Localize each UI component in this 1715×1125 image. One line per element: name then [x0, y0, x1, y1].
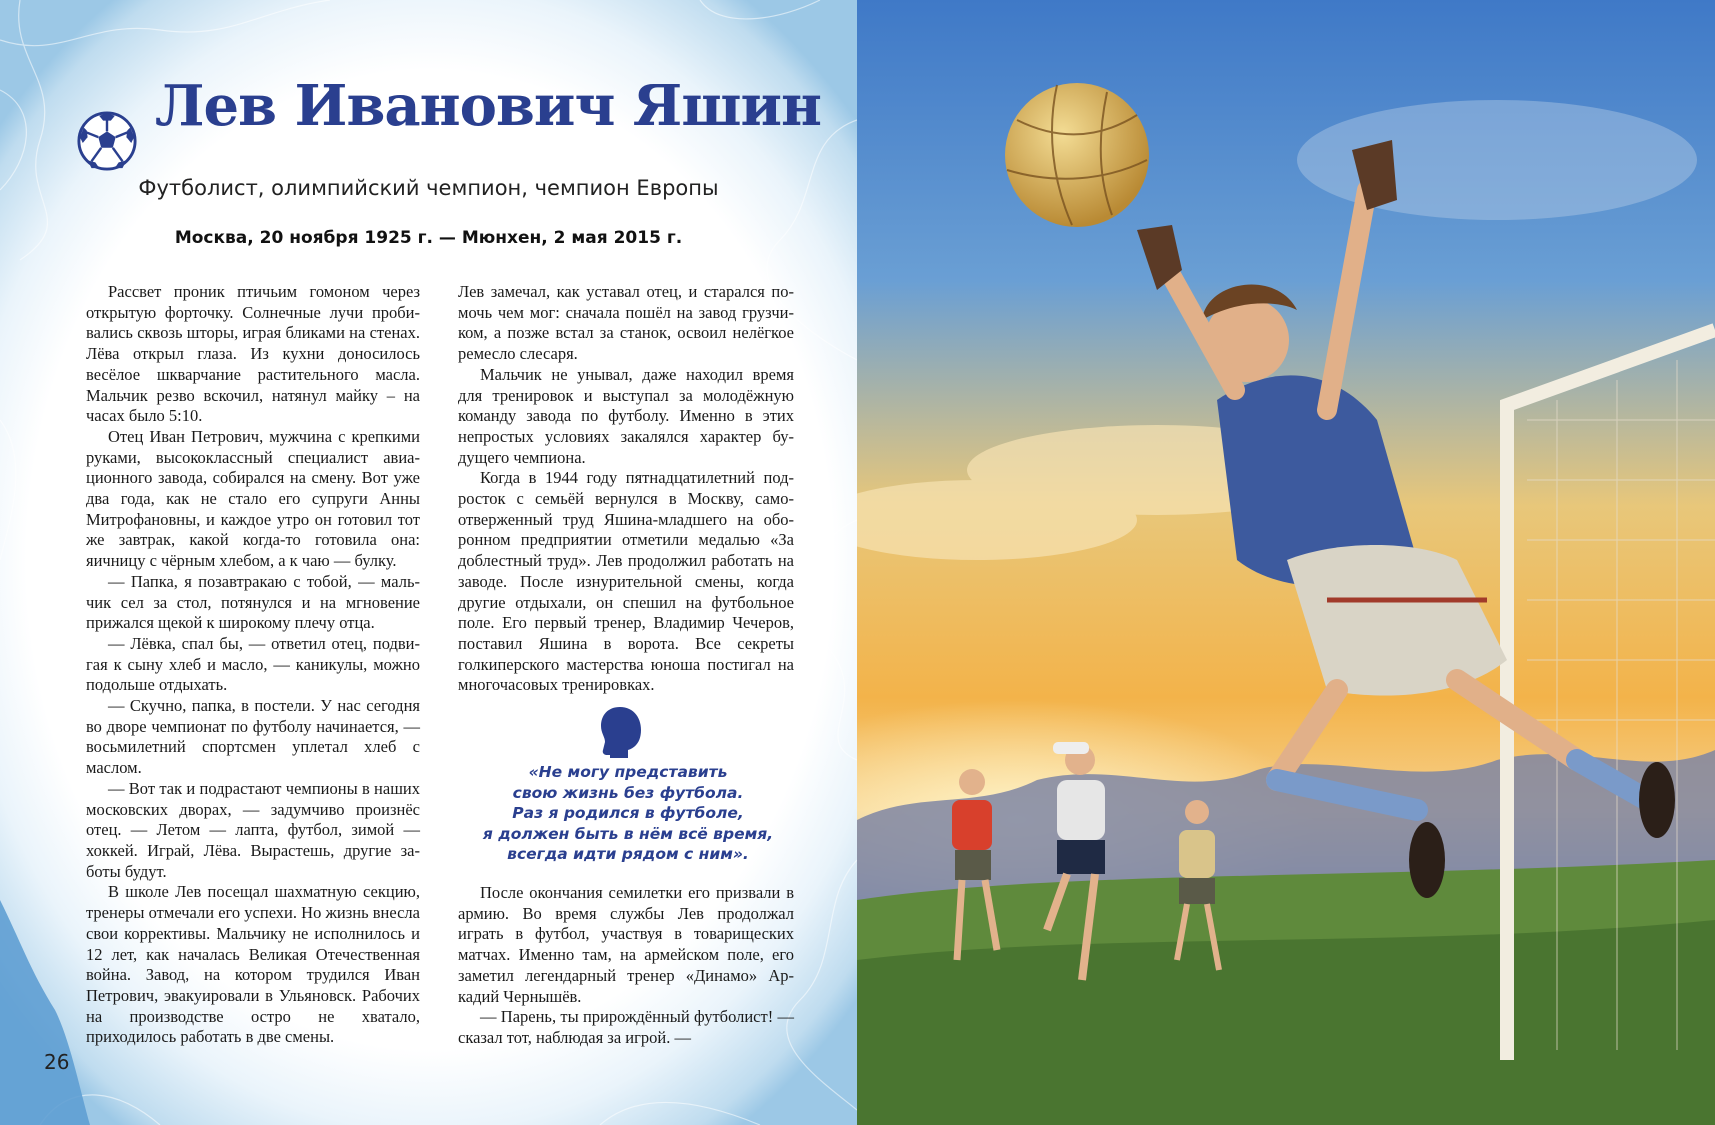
paragraph: — Лёвка, спал бы, — ответил отец, подвигая к сыну хлеб и масло, — каникулы, можно подольше отдыхать. [86, 633, 420, 695]
right-text-column-top [458, 282, 794, 696]
left-text-column [86, 282, 420, 1048]
quote-line: Раз я родился в футболе, [512, 804, 744, 822]
paragraph: Когда в 1944 году пятнадцатилетний подросток с семьёй вернулся в Москву, самоотверженный труд Яшина-младшего на оборонном предприятии отметили медалью «За доблестный труд». Лев продолжил работать на заводе. После изнурительной смены, когда другие отдыхали, он спешил на футбольное поле. Его первый тренер, Владимир Чечеров, поставил Яшина в ворота. Все секреты голкиперского мастерства юноша постигал на многочасовых тренировках. [458, 468, 794, 695]
paragraph: Рассвет проник птичьим гомоном через открытую форточку. Солнечные лучи пробивались сквозь шторы, играя бликами на стенах. Лёва открыл глаза. Из кухни доносилось весёлое шкварчание растительного масла. Мальчик резво вскочил, натянул майку – на часах было 5:10. [86, 282, 420, 426]
quote-line: всегда идти рядом с ним». [507, 845, 749, 863]
paragraph: После окончания семилетки его призвали в армию. Во время службы Лев продолжал играть в футбол, участвуя в товарищеских матчах. Именно там, на армейском поле, его заметил легендарный тренер «Динамо» Аркадий Чернышёв. [458, 883, 794, 1006]
left-page [0, 0, 857, 1125]
quote-line: свою жизнь без футбола. [512, 783, 744, 802]
corner-decoration [0, 900, 90, 1125]
quote-line: я должен быть в нём всё время, [482, 824, 774, 843]
paragraph: В школе Лев посещал шахматную секцию, тренеры отмечали его успехи. Но жизнь внесла свои коррективы. Мальчику не исполнилось и 12 лет, как началась Великая Отечественная война. Завод, на котором трудился Иван Петрович, эвакуировали в Ульяновск. Рабочих на производстве остро не хватало, приходилось работать в две смены. [86, 882, 420, 1047]
paragraph: — Вот так и подрастают чемпионы в наших московских дворах, — задумчиво произнёс отец. — Летом — лапта, футбол, зимой — хоккей. Играй, Лёва. Вырастешь, другие заботы будут. [86, 778, 420, 881]
football-icon [76, 110, 138, 172]
paragraph: Лев замечал, как уставал отец, и старался помочь чем мог: сначала пошёл на завод грузчиком, а позже встал за станок, освоил нелёгкое ремесло слесаря. [458, 282, 794, 364]
page-subtitle: Футболист, олимпийский чемпион, чемпион Европы [138, 176, 719, 200]
silhouette-head-icon [598, 706, 644, 758]
right-text-column-bottom [458, 883, 794, 1049]
life-dates: Москва, 20 ноября 1925 г. — Мюнхен, 2 мая 2015 г. [174, 228, 683, 248]
page-number: 26 [44, 1050, 70, 1074]
quote-line: «Не могу представить [528, 763, 728, 781]
page-title: Лев Иванович Яшин [155, 73, 822, 139]
quote-block [440, 762, 816, 865]
goalkeeper-illustration [857, 0, 1715, 1125]
paragraph: — Парень, ты прирождённый футболист! — сказал тот, наблюдая за игрой. — [458, 1007, 794, 1047]
paragraph: Отец Иван Петрович, мужчина с крепкими руками, высококлассный специалист авиационного завода, собирался на смену. Вот уже два года, как не стало его супруги Анны Митрофановны, и каждое утро он готовил тот же завтрак, какой когда-то готовила она: яичницу с чёрным хлебом, а к чаю — булку. [86, 426, 420, 571]
paragraph: — Скучно, папка, в постели. У нас сегодня во дворе чемпионат по футболу начинается, — восьмилетний спортсмен уплетал хлеб с маслом. [86, 696, 420, 778]
paragraph: — Папка, я позавтракаю с тобой, — мальчик сел за стол, потянулся и на мгновение прижался щекой к широкому плечу отца. [86, 571, 420, 633]
paragraph: Мальчик не унывал, даже находил время для тренировок и выступал за молодёжную команду завода по футболу. Именно в этих непростых условиях закалялся характер будущего чемпиона. [458, 364, 794, 467]
